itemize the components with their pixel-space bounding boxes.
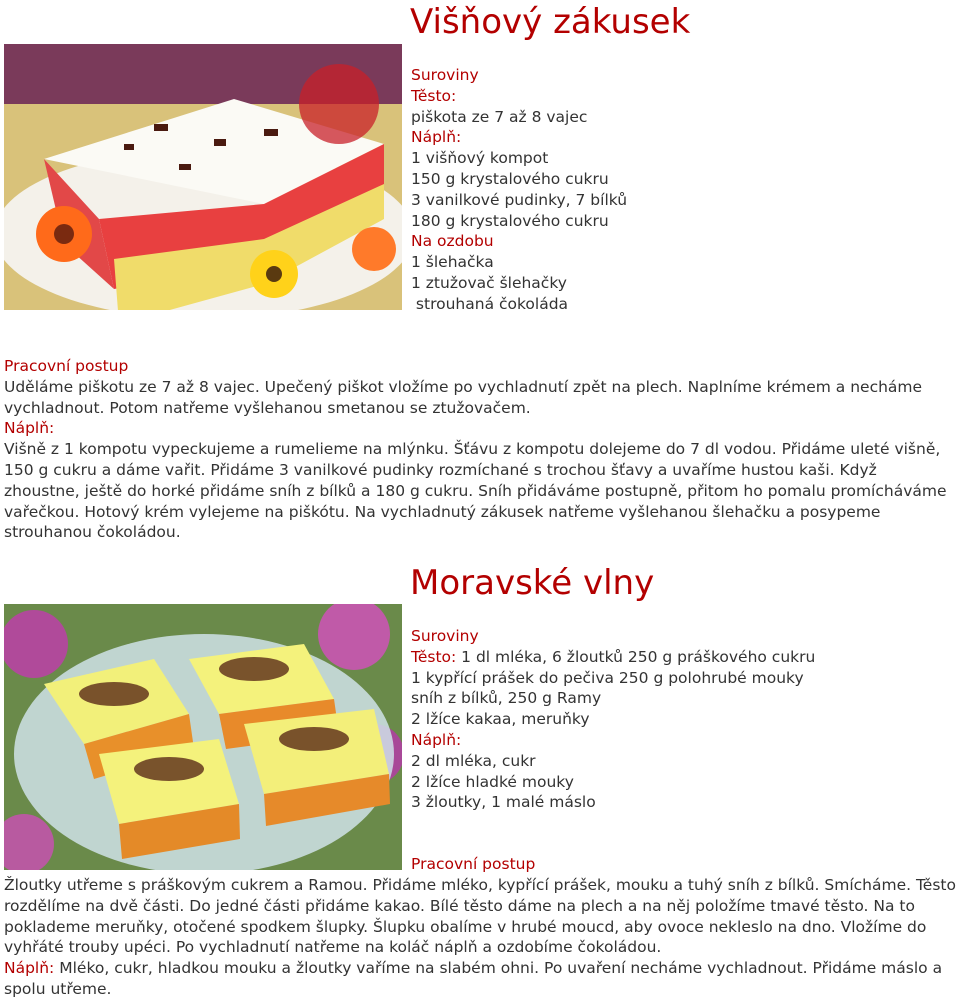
recipe1-filling-item: 150 g krystalového cukru [411, 169, 609, 188]
recipe1-decor-label: Na ozdobu [411, 232, 494, 251]
recipe2-ingredients [411, 626, 815, 813]
recipe1-title: Višňový zákusek [410, 2, 691, 42]
recipe1-method-text: Uděláme piškotu ze 7 až 8 vajec. Upečený piškot vložíme po vychladnutí zpět na plech. Naplníme krémem a necháme vychladnout. Potom natřeme vyšlehanou smetanou se ztužovačem. [4, 377, 923, 417]
recipe2-filling-item: 2 lžíce hladké mouky [411, 772, 574, 791]
recipe1-dough-label: Těsto: [411, 86, 457, 105]
recipe2-filling-item: 2 dl mléka, cukr [411, 751, 536, 770]
recipe2-filling-label: Náplň: [411, 730, 462, 749]
recipe2-filling-method-label: Náplň: [4, 959, 55, 978]
recipe1-method [4, 356, 956, 543]
recipe1-dough-item: piškota ze 7 až 8 vajec [411, 107, 588, 126]
recipe2-dough-item: 2 lžíce kakaa, meruňky [411, 710, 590, 729]
cherry-cake-photo [4, 44, 402, 310]
recipe2-dough-item: 1 kypřící prášek do pečiva 250 g polohrubé mouky [411, 668, 804, 687]
recipe1-filling-method-label: Náplň: [4, 419, 55, 438]
recipe2-ingredients-heading: Suroviny [411, 627, 479, 645]
recipe1-ingredients-heading: Suroviny [411, 66, 479, 84]
recipe2-dough-item: sníh z bílků, 250 g Ramy [411, 689, 602, 708]
recipe2-dough-label: Těsto: [411, 647, 457, 666]
recipe2-dough-line [411, 647, 815, 668]
recipe1-filling-label: Náplň: [411, 128, 462, 147]
recipe1-filling-method-text: Višně z 1 kompotu vypeckujeme a rumelieme na mlýnku. Šťávu z kompotu dolejeme do 7 dl vodou. Přidáme uleté višně, 150 g cukru a dáme vařit. Přidáme 3 vanilkové pudinky rozmíchané s trochou šťavy a uvaříme hustou kaši. Když zhoustne, ještě do horké přidáme sníh z bílků a 180 g cukru. Sníh přidáváme postupně, přitom ho pomalu promícháváme vařečkou. Hotový krém vylejeme na piškótu. Na vychladnutý zákusek natřeme vyšlehanou šlehačku a posypeme strouhanou čokoládou. [4, 440, 947, 542]
recipe1-ingredients [411, 65, 627, 315]
recipe2-filling-method-text: Mléko, cukr, hladkou mouku a žloutky vaříme na slabém ohni. Po uvaření necháme vychladnout. Přidáme máslo a spolu utřeme. [4, 959, 948, 998]
recipe2-title: Moravské vlny [410, 563, 655, 603]
moravske-vlny-photo [4, 604, 402, 870]
recipe1-filling-item: 3 vanilkové pudinky, 7 bílků [411, 190, 628, 209]
recipe1-decor-item: strouhaná čokoláda [411, 294, 569, 313]
recipe1-method-heading: Pracovní postup [4, 357, 129, 375]
recipe2-filling-method [4, 958, 956, 1000]
recipe2-method-text: Žloutky utřeme s práškovým cukrem a Ramou. Přidáme mléko, kypřící prášek, mouku a tuhý sníh z bílků. Smícháme. Těsto rozdělíme na dvě části. Do jedné části přidáme kakao. Bílé těsto dáme na plech a na něj položíme tmavé těsto. Na to poklademe meruňky, otočené spodkem šlupky. Šlupku obalíme v hrubé moucd, aby ovoce nekleslo na dno. Vložíme do vyhřáté trouby upéci. Po vychladnutí natřeme na koláč náplň a ozdobíme čokoládou. [4, 876, 956, 957]
recipe2-dough-first: 1 dl mléka, 6 žloutků 250 g práškového cukru [456, 647, 816, 666]
recipe1-filling-item: 1 višňový kompot [411, 149, 549, 168]
recipe1-decor-item: 1 šlehačka [411, 253, 494, 272]
recipe2-filling-item: 3 žloutky, 1 malé máslo [411, 793, 596, 812]
recipe2-method-heading: Pracovní postup [411, 855, 536, 873]
recipe2-method [4, 875, 956, 1000]
recipe1-filling-item: 180 g krystalového cukru [411, 211, 609, 230]
recipe1-decor-item: 1 ztužovač šlehačky [411, 273, 567, 292]
